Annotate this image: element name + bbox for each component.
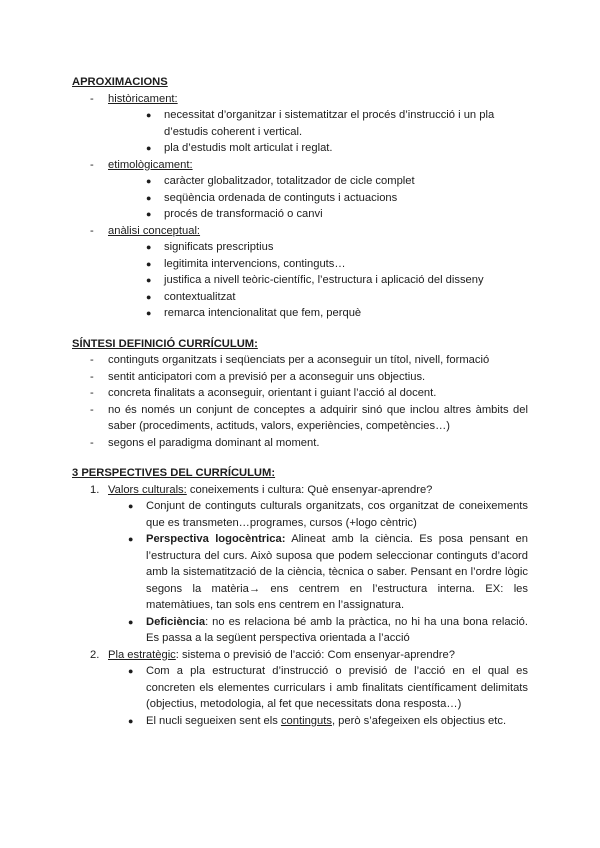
item-bold-text: Deficiència <box>146 615 206 628</box>
item-text: , però s’afegeixen els objectius etc. <box>331 714 507 727</box>
bullet-icon: ● <box>146 308 152 318</box>
list-item <box>126 713 528 730</box>
list-item <box>126 531 528 614</box>
list-item <box>72 385 528 402</box>
item-text: significats prescriptius <box>164 241 274 253</box>
list-item <box>72 91 528 157</box>
item-text: justifica a nivell teòric-científic, l’estructura i aplicació del disseny <box>164 274 484 286</box>
list-item <box>72 369 528 386</box>
sub-list <box>108 173 528 223</box>
list-item <box>72 482 528 647</box>
item-text: sentit anticipatori com a previsió per a aconseguir uns objectius. <box>108 370 426 383</box>
section-perspectives <box>72 465 528 729</box>
dash-marker: - <box>90 403 94 416</box>
dash-marker: - <box>90 370 94 383</box>
bullet-icon: ● <box>128 501 134 511</box>
item-text: : no es relaciona bé amb la pràctica, no hi ha una bona relació. Es passa a la següent perspectiva orientada a l’acció <box>146 615 528 644</box>
bullet-icon: ● <box>146 143 152 153</box>
sintesi-list <box>72 352 528 451</box>
item-text: Com a pla estructurat d’instrucció o previsió de l’acció en el qual es concreten els elementes curriculars i amb finalitats científicament delimitats (objectius, metodologia, al fet que necessitats dona resposta…) <box>146 665 528 710</box>
section-sintesi <box>72 336 528 452</box>
item-text: legitimita intervencions, continguts… <box>164 257 346 270</box>
list-item <box>144 190 528 207</box>
list-item <box>72 402 528 435</box>
list-item <box>144 272 528 289</box>
bullet-icon: ● <box>146 258 152 269</box>
item-text: pla d’estudis molt articulat i reglat. <box>164 142 333 154</box>
group-label: històricament: <box>108 92 178 105</box>
item-text: procés de transformació o canvi <box>164 208 323 220</box>
item-text: concreta finalitats a aconseguir, orientant i guiant l’acció al docent. <box>108 387 437 399</box>
sub-list <box>108 663 528 729</box>
list-item <box>144 289 528 306</box>
list-number: 2. <box>90 648 100 661</box>
bullet-icon: ● <box>128 715 134 726</box>
list-item <box>126 614 528 647</box>
list-item <box>144 206 528 223</box>
bullet-icon: ● <box>146 291 152 302</box>
bullet-icon: ● <box>146 192 152 203</box>
dash-marker: - <box>90 354 94 366</box>
list-item <box>144 107 528 140</box>
item-text: segons el paradigma dominant al moment. <box>108 436 320 449</box>
aproximacions-list <box>72 91 528 322</box>
section-heading: 3 PERSPECTIVES DEL CURRÍCULUM: <box>72 467 276 479</box>
list-item <box>144 173 528 190</box>
bullet-icon: ● <box>146 110 152 120</box>
list-item <box>126 663 528 713</box>
item-text: no és només un conjunt de conceptes a adquirir sinó que inclou altres àmbits del saber (procediments, actituds, valors, experiències, competències…) <box>108 403 528 432</box>
bullet-icon: ● <box>146 176 152 186</box>
perspective-label: Valors culturals: <box>108 483 187 496</box>
list-item <box>72 223 528 322</box>
group-label: anàlisi conceptual: <box>108 224 201 237</box>
sub-list <box>108 498 528 647</box>
bullet-icon: ● <box>146 242 152 252</box>
item-text: seqüència ordenada de continguts i actuacions <box>164 191 398 204</box>
list-item <box>72 157 528 223</box>
section-heading: APROXIMACIONS <box>72 76 168 88</box>
item-text: remarca intencionalitat que fem, perquè <box>164 307 362 319</box>
perspective-text: coneixements i cultura: Què ensenyar-aprendre? <box>186 483 433 496</box>
item-text: El nucli segueixen sent els <box>146 714 281 727</box>
item-text: caràcter globalitzador, totalitzador de cicle complet <box>164 175 415 187</box>
bullet-icon: ● <box>128 534 134 544</box>
list-number: 1. <box>90 483 100 496</box>
section-aproximacions <box>72 74 528 322</box>
item-text: necessitat d’organitzar i sistematitzar el procés d’instrucció i un pla d’estudis coherent i vertical. <box>164 109 495 138</box>
dash-marker: - <box>90 158 94 171</box>
perspective-text: : sistema o previsió de l’acció: Com ensenyar-aprendre? <box>175 648 455 661</box>
item-text: contextualitzat <box>164 290 236 303</box>
list-item <box>72 352 528 369</box>
dash-marker: - <box>90 224 94 237</box>
document-page <box>72 74 528 743</box>
item-text: Alineat amb la ciència. Es posa pensant en l’estructura del curs. Això suposa que podem seleccionar continguts d’acord amb la sistematització de la ciència, tècnica o saber. Pensant en l’ordre lògic segons la matèria→ ens centrem en l’estructura interna. EX: les matemàtiues, tan sols ens centrem en l’assignatura. <box>146 533 528 611</box>
bullet-icon: ● <box>128 616 134 627</box>
list-item <box>144 239 528 256</box>
section-heading: SÍNTESI DEFINICIÓ CURRÍCULUM: <box>72 337 258 350</box>
list-item <box>72 647 528 730</box>
perspectives-list <box>72 482 528 730</box>
dash-marker: - <box>90 436 94 449</box>
list-item <box>126 498 528 531</box>
dash-marker: - <box>90 92 94 105</box>
list-item <box>144 256 528 273</box>
bullet-icon: ● <box>146 275 152 285</box>
bullet-icon: ● <box>128 666 134 676</box>
item-text: continguts organitzats i seqüenciats per a aconseguir un títol, nivell, formació <box>108 354 490 366</box>
perspective-label: Pla estratègic <box>108 648 176 661</box>
list-item <box>144 305 528 322</box>
item-underlined-text: continguts <box>280 714 332 727</box>
sub-list <box>108 107 528 157</box>
item-text: Conjunt de continguts culturals organitzats, cos organitzat de coneixements que es transmeten…programes, cursos (+logo cèntric) <box>146 500 528 529</box>
item-bold-text: Perspectiva logocèntrica: <box>146 533 286 545</box>
dash-marker: - <box>90 387 94 399</box>
sub-list <box>108 239 528 322</box>
list-item <box>144 140 528 157</box>
list-item <box>72 435 528 452</box>
group-label: etimològicament: <box>108 158 193 171</box>
bullet-icon: ● <box>146 209 152 219</box>
